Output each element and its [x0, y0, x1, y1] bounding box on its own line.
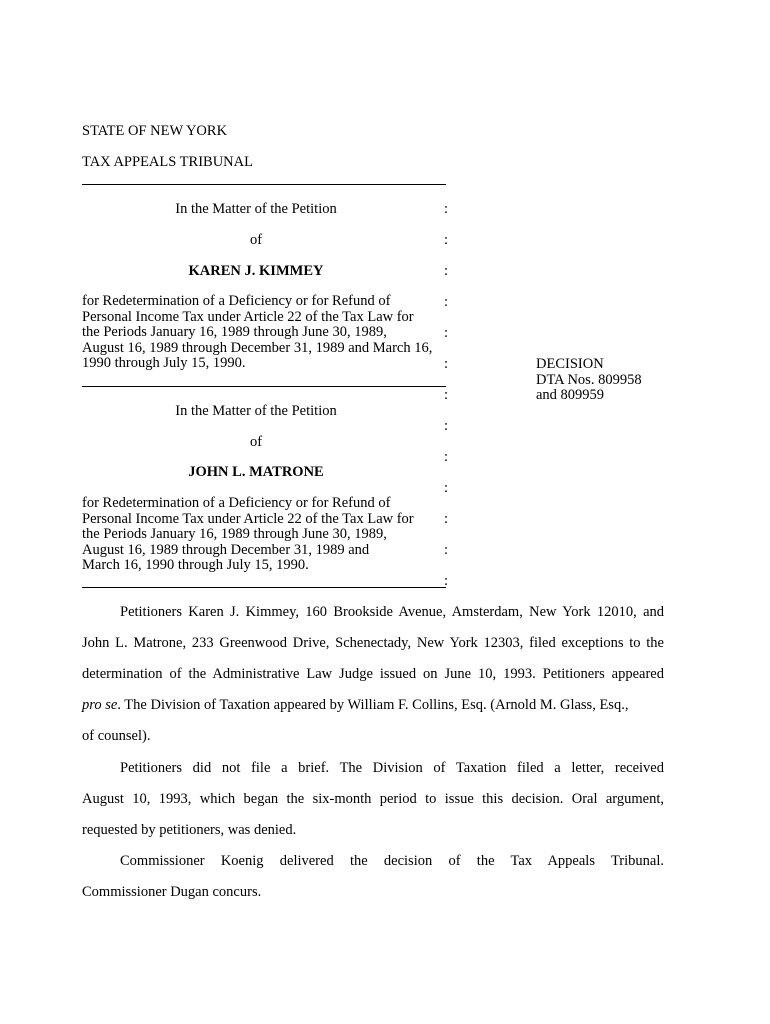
divider	[82, 587, 446, 588]
colon: :	[444, 542, 449, 558]
caption1-line: for Redetermination of a Deficiency or for Refund of	[82, 293, 391, 309]
decision-title: DECISION	[536, 356, 604, 372]
caption2-line: the Periods January 16, 1989 through June 30, 1989,	[82, 526, 387, 542]
paragraph-1-line: determination of the Administrative Law Judge issued on June 10, 1993. Petitioners appeared	[82, 666, 664, 682]
paragraph-1-line-rest: . The Division of Taxation appeared by William F. Collins, Esq. (Arnold M. Glass, Esq.,	[117, 697, 629, 713]
dta-numbers-continued: and 809959	[536, 387, 605, 403]
caption2-line: Personal Income Tax under Article 22 of the Tax Law for	[82, 510, 414, 527]
caption2-line: March 16, 1990 through July 15, 1990.	[82, 557, 309, 573]
colon: :	[444, 356, 449, 372]
colon: :	[444, 232, 449, 248]
caption1-petitioner-name: KAREN J. KIMMEY	[188, 263, 324, 279]
colon: :	[444, 387, 449, 403]
paragraph-1-line: John L. Matrone, 233 Greenwood Drive, Schenectady, New York 12303, filed exceptions to the	[82, 635, 664, 651]
colon: :	[444, 325, 449, 341]
caption2-description	[82, 495, 449, 574]
paragraph-2-line: requested by petitioners, was denied.	[82, 822, 297, 838]
caption2-line: for Redetermination of a Deficiency or for Refund of	[82, 495, 391, 511]
caption1-line: Personal Income Tax under Article 22 of the Tax Law for	[82, 308, 414, 325]
pro-se-italic: pro se	[82, 697, 118, 713]
caption2-of: of	[249, 434, 263, 450]
colon: :	[444, 263, 449, 279]
divider	[82, 184, 446, 185]
caption1-line: August 16, 1989 through December 31, 1989 and March 16,	[82, 339, 433, 356]
paragraph-2-line: Petitioners did not file a brief. The Division of Taxation filed a letter, received	[120, 760, 664, 776]
paragraph-3-line: Commissioner Koenig delivered the decision of the Tax Appeals Tribunal.	[120, 853, 664, 869]
caption1-description	[82, 293, 449, 372]
dta-numbers: DTA Nos. 809958	[536, 372, 642, 388]
caption1-line: 1990 through July 15, 1990.	[82, 355, 246, 371]
paragraph-1-line	[82, 697, 664, 713]
colon: :	[444, 511, 449, 527]
caption1-line: the Periods January 16, 1989 through June 30, 1989,	[82, 324, 387, 340]
caption2-line: August 16, 1989 through December 31, 1989 and	[82, 541, 370, 558]
colon: :	[444, 449, 449, 465]
colon: :	[444, 418, 449, 434]
colon: :	[444, 480, 449, 496]
paragraph-1-line: of counsel).	[82, 728, 151, 744]
paragraph-1-line: Petitioners Karen J. Kimmey, 160 Brookside Avenue, Amsterdam, New York 12010, and	[120, 604, 664, 620]
caption2-matter: In the Matter of the Petition	[175, 403, 337, 419]
paragraph-2-line: August 10, 1993, which began the six-month period to issue this decision. Oral argument,	[82, 791, 664, 807]
colon: :	[444, 573, 449, 589]
caption2-petitioner-name: JOHN L. MATRONE	[188, 464, 324, 480]
divider	[82, 386, 446, 387]
paragraph-3-line: Commissioner Dugan concurs.	[82, 884, 262, 900]
caption1-of: of	[249, 232, 263, 248]
state-heading: STATE OF NEW YORK	[82, 123, 228, 139]
tribunal-heading: TAX APPEALS TRIBUNAL	[82, 154, 253, 170]
colon: :	[444, 201, 449, 217]
caption1-matter: In the Matter of the Petition	[175, 201, 337, 217]
colon: :	[444, 294, 449, 310]
